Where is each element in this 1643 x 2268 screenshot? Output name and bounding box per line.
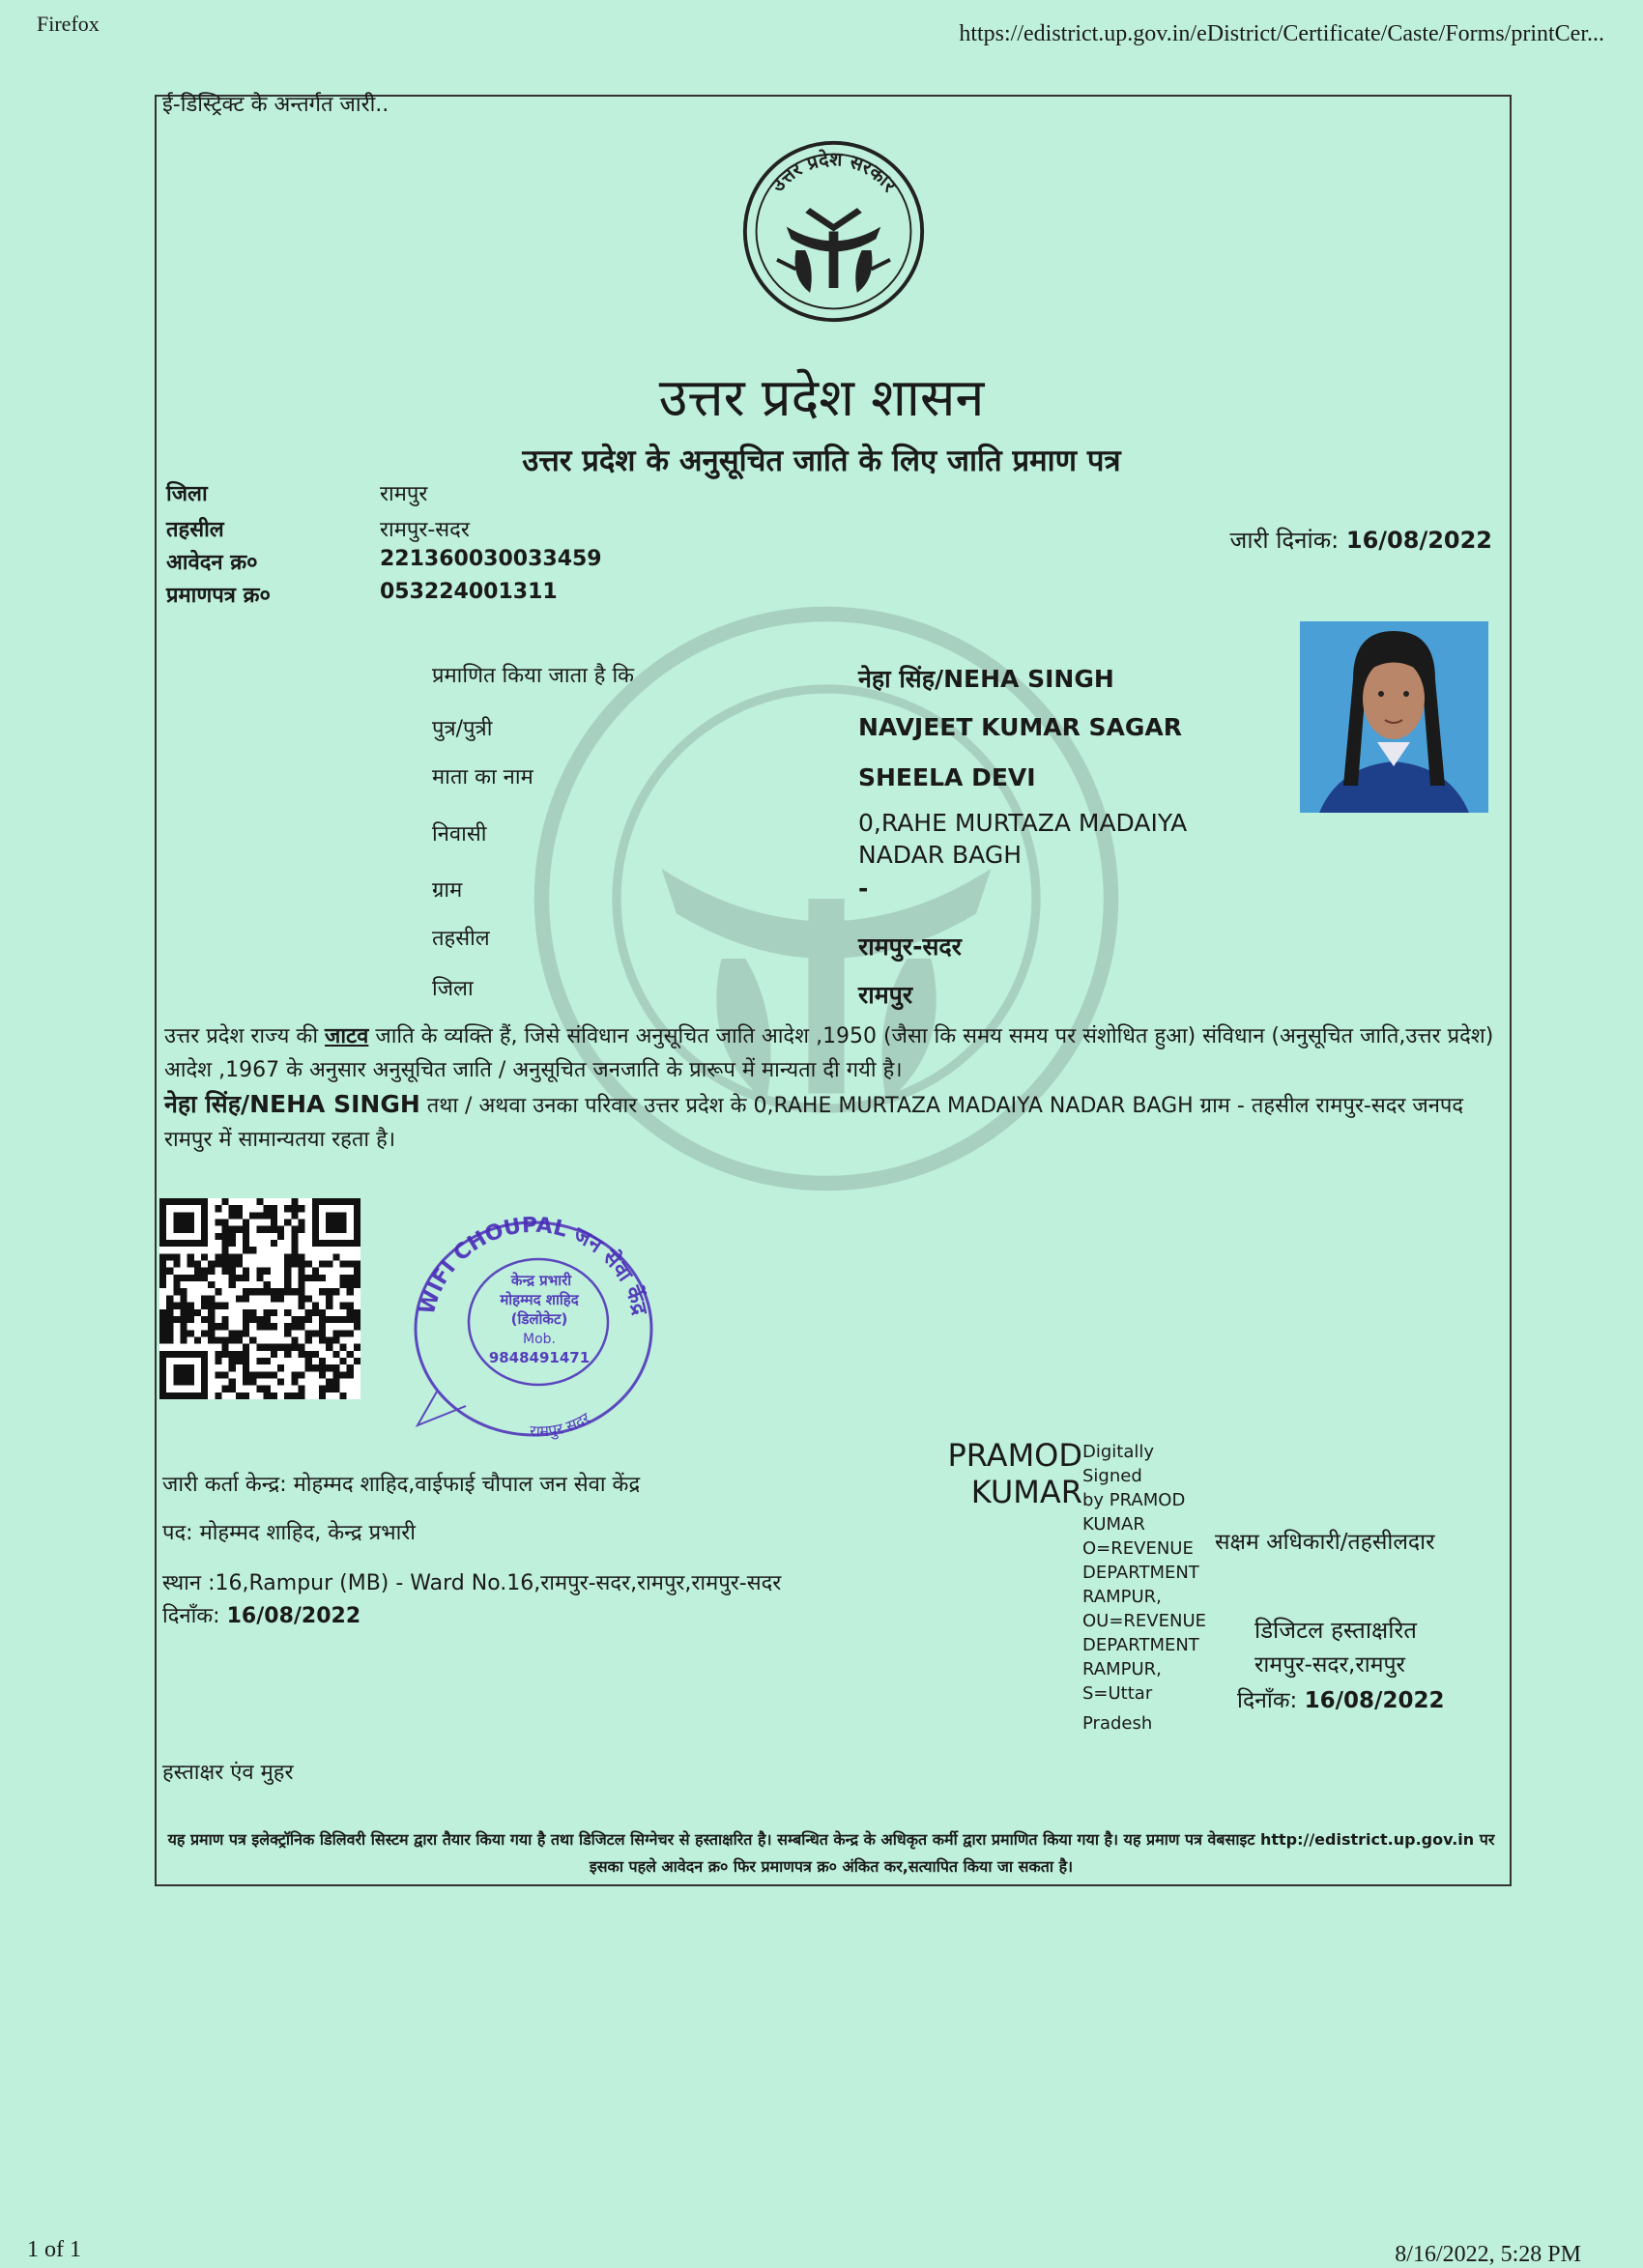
issuer-date-label: दिनाँक: [162, 1604, 220, 1628]
meta-value-application-no: 221360030033459 [380, 547, 602, 571]
signature-place: रामपुर-सदर,रामपुर [1254, 1652, 1405, 1678]
signature-dn-line: S=Uttar [1082, 1683, 1153, 1704]
signature-dn-line: OU=REVENUE [1082, 1611, 1207, 1631]
verification-footnote: यह प्रमाण पत्र इलेक्ट्रॉनिक डिलिवरी सिस्टम द्वारा तैयार किया गया है तथा डिजिटल सिग्नेचर से हस्ताक्षरित है। सम्बन्धित केन्द्र के अधिकृत कर्मी द्वारा प्रमाणित किया गया है। यह प्रमाण पत्र वेबसाइट http://edistrict.up.gov.in पर इसका पहले आवेदन क्र० फिर प्रमाणपत्र क्र० अंकित कर,सत्यापित किया जा सकता है। [167, 1830, 1495, 1876]
meta-value-district: रामपुर [380, 482, 428, 506]
issue-date [1230, 524, 1492, 556]
signer-name [937, 1437, 1082, 1510]
signature-dn-line: KUMAR [1082, 1514, 1145, 1535]
applicant-photo [1300, 621, 1488, 813]
field-label-village: ग्राम [432, 878, 463, 903]
field-value-tehsil: रामपुर-सदर [858, 933, 962, 961]
svg-text:9848491471: 9848491471 [488, 1349, 591, 1366]
signature-date [1237, 1683, 1444, 1714]
svg-text:मोहम्मद शाहिद: मोहम्मद शाहिद [500, 1291, 579, 1308]
issuer-post: पद: मोहम्मद शाहिद, केन्द्र प्रभारी [162, 1521, 416, 1545]
digitally-signed-label: डिजिटल हस्ताक्षरित [1254, 1617, 1417, 1644]
paragraph-part3: तथा / अथवा उनका परिवार उत्तर प्रदेश के 0,RAHE MURTAZA MADAIYA NADAR BAGH ग्राम - तहसील रामपुर-सदर जनपद रामपुर में सामान्यतया रहता है। [164, 1094, 1464, 1152]
signature-dn-line: by PRAMOD [1082, 1490, 1186, 1510]
field-value-address-line1: 0,RAHE MURTAZA MADAIYA [858, 809, 1188, 837]
service-center-stamp [398, 1198, 669, 1450]
print-timestamp: 8/16/2022, 5:28 PM [1395, 2242, 1581, 2267]
meta-value-tehsil: रामपुर-सदर [380, 518, 470, 542]
signature-details [1082, 1440, 1218, 1736]
issue-date-label: जारी दिनांक: [1229, 527, 1340, 554]
signature-date-label: दिनाँक: [1237, 1688, 1298, 1713]
qr-code [159, 1198, 360, 1399]
issuing-center: जारी कर्ता केन्द्र: मोहम्मद शाहिद,वाईफाई चौपाल जन सेवा केंद्र [162, 1473, 641, 1497]
print-browser-name: Firefox [37, 12, 100, 36]
issuer-place: स्थान :16,Rampur (MB) - Ward No.16,रामपुर-सदर,रामपुर,रामपुर-सदर [162, 1571, 782, 1595]
print-url: https://edistrict.up.gov.in/eDistrict/Certificate/Caste/Forms/printCer... [959, 21, 1604, 46]
signature-date-value: 16/08/2022 [1304, 1688, 1445, 1713]
field-label-mother: माता का नाम [432, 765, 533, 789]
certificate-title: उत्तर प्रदेश शासन [658, 367, 985, 428]
paragraph-name: नेहा सिंह/NEHA SINGH [164, 1090, 420, 1118]
svg-text:(डिलोकेट): (डिलोकेट) [510, 1310, 568, 1328]
paragraph-caste: जाटव [325, 1024, 369, 1048]
certification-paragraph [164, 1019, 1498, 1157]
field-value-village: - [858, 875, 869, 903]
signature-dn-line: Pradesh [1082, 1713, 1153, 1734]
signer-last-name: KUMAR [970, 1474, 1082, 1510]
meta-value-certificate-no: 053224001311 [380, 580, 558, 604]
signature-dn-line: DEPARTMENT [1082, 1635, 1199, 1655]
meta-label-certificate-no: प्रमाणपत्र क्र० [166, 584, 271, 608]
sign-and-seal-label: हस्ताक्षर एंव मुहर [162, 1761, 294, 1785]
certificate-subtitle: उत्तर प्रदेश के अनुसूचित जाति के लिए जाति प्रमाण पत्र [522, 444, 1121, 478]
print-page-count: 1 of 1 [27, 2237, 81, 2262]
up-government-emblem-icon [739, 137, 928, 326]
signature-dn-line: DEPARTMENT [1082, 1563, 1199, 1583]
svg-text:उत्तर प्रदेश सरकार: उत्तर प्रदेश सरकार [765, 148, 902, 196]
issuer-date [162, 1600, 360, 1629]
paragraph-part1: उत्तर प्रदेश राज्य की [164, 1024, 326, 1048]
field-value-district: रामपुर [858, 981, 913, 1009]
competent-authority: सक्षम अधिकारी/तहसीलदार [1215, 1530, 1435, 1555]
field-value-mother: SHEELA DEVI [858, 763, 1036, 791]
field-label-district: जिला [432, 977, 474, 1001]
svg-text:WIFI CHOUPAL जन सेवा केंद्र: WIFI CHOUPAL जन सेवा केंद्र [415, 1213, 652, 1318]
field-label-resident: निवासी [432, 822, 487, 847]
field-label-certified: प्रमाणित किया जाता है कि [432, 664, 635, 688]
field-label-son-daughter: पुत्र/पुत्री [432, 717, 493, 741]
meta-label-district: जिला [166, 482, 208, 506]
issue-date-value: 16/08/2022 [1345, 527, 1492, 554]
signature-dn-line: RAMPUR, [1082, 1587, 1162, 1607]
issued-under-note: ई-डिस्ट्रिक्ट के अन्तर्गत जारी.. [162, 93, 389, 117]
svg-text:केन्द्र प्रभारी: केन्द्र प्रभारी [510, 1272, 572, 1289]
paragraph-part2: जाति के व्यक्ति हैं, जिसे संविधान अनुसूचित जाति आदेश ,1950 (जैसा कि समय समय पर संशोधित हुआ) संविधान (अनुसूचित जाति,उत्तर प्रदेश) आदेश ,1967 के अनुसार अनुसूचित जाति / अनुसूचित जनजाति के प्रारूप में मान्यता दी गयी है। [164, 1024, 1494, 1082]
meta-label-application-no: आवेदन क्र० [166, 551, 258, 575]
field-label-tehsil: तहसील [432, 927, 490, 951]
meta-label-tehsil: तहसील [166, 518, 224, 542]
field-value-father: NAVJEET KUMAR SAGAR [858, 713, 1183, 741]
svg-text:Mob.: Mob. [523, 1332, 556, 1347]
signer-first-name: PRAMOD [947, 1437, 1082, 1474]
field-value-address-line2: NADAR BAGH [858, 841, 1023, 869]
field-value-name: नेहा सिंह/NEHA SINGH [858, 665, 1114, 693]
signature-dn-line: Digitally Signed [1082, 1442, 1155, 1486]
svg-text:रामपुर सदर: रामपुर सदर [529, 1408, 593, 1441]
signature-dn-line: O=REVENUE [1082, 1538, 1194, 1559]
issuer-date-value: 16/08/2022 [226, 1604, 361, 1628]
signature-dn-line: RAMPUR, [1082, 1659, 1162, 1679]
